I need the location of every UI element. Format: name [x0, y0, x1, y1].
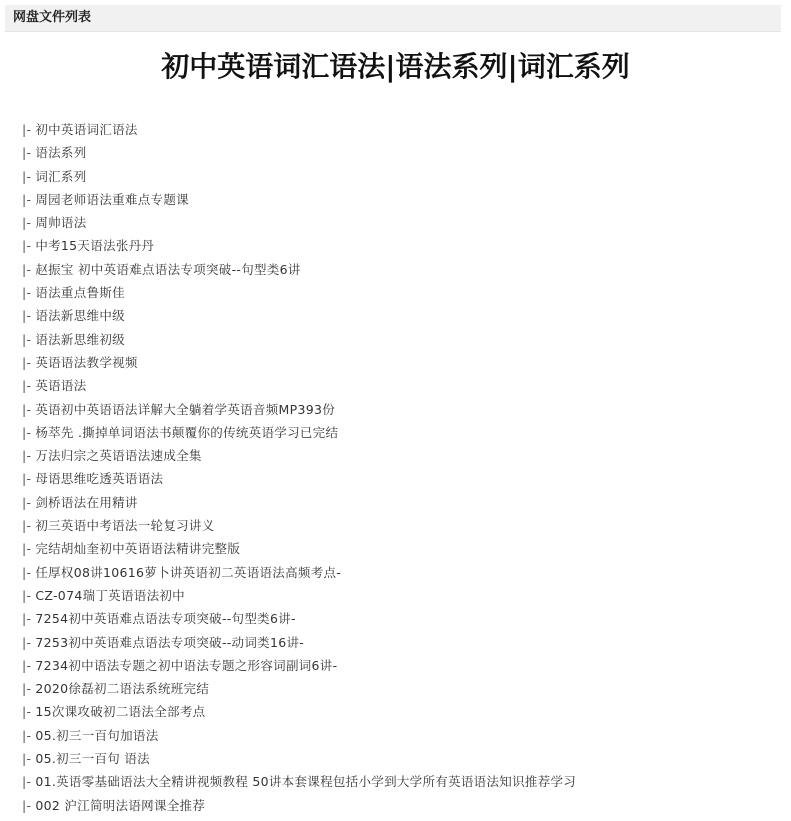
list-item-prefix: |- — [22, 191, 32, 207]
list-item-label: 周园老师语法重难点专题课 — [35, 191, 189, 207]
list-item[interactable] — [22, 444, 576, 467]
list-item[interactable] — [22, 398, 576, 421]
list-item-label: 任厚权08讲10616萝卜讲英语初二英语语法高频考点- — [35, 564, 342, 580]
list-item[interactable] — [22, 514, 576, 537]
list-item[interactable] — [22, 537, 576, 560]
list-item[interactable] — [22, 188, 576, 211]
list-item-prefix: |- — [22, 424, 32, 440]
list-item[interactable] — [22, 351, 576, 374]
list-item-prefix: |- — [22, 494, 32, 510]
list-item-label: 15次课攻破初二语法全部考点 — [35, 704, 206, 720]
list-item-prefix: |- — [22, 727, 32, 743]
header-title: 网盘文件列表 — [13, 10, 92, 25]
list-item[interactable] — [22, 700, 576, 723]
list-item-prefix: |- — [22, 611, 32, 627]
list-item-prefix: |- — [22, 448, 32, 464]
list-item-prefix: |- — [22, 122, 32, 137]
list-item-label: 英语语法教学视频 — [35, 354, 138, 370]
list-item[interactable] — [22, 491, 576, 514]
list-item-prefix: |- — [22, 145, 32, 161]
list-item[interactable] — [22, 724, 576, 747]
list-item-prefix: |- — [22, 751, 32, 767]
list-item-label: 002 沪江简明法语网课全推荐 — [35, 797, 206, 813]
list-item-prefix: |- — [22, 261, 32, 277]
list-item-prefix: |- — [22, 704, 32, 720]
list-item-label: 语法重点鲁斯佳 — [35, 285, 125, 301]
list-item-prefix: |- — [22, 215, 32, 231]
list-item[interactable] — [22, 677, 576, 700]
list-item-prefix: |- — [22, 657, 32, 673]
list-item-prefix: |- — [22, 238, 32, 254]
list-item-prefix: |- — [22, 285, 32, 301]
list-item-label: 2020徐磊初二语法系统班完结 — [35, 681, 210, 697]
list-item[interactable] — [22, 328, 576, 351]
list-item-prefix: |- — [22, 331, 32, 347]
list-item-prefix: |- — [22, 471, 32, 487]
list-item-label: 05.初三一百句 语法 — [35, 751, 150, 767]
list-item-label: 7254初中英语难点语法专项突破--句型类6讲- — [35, 611, 296, 627]
list-item[interactable] — [22, 607, 576, 630]
list-item[interactable] — [22, 794, 576, 817]
list-item-label: 周帅语法 — [35, 215, 87, 231]
list-item-label: 完结胡灿奎初中英语语法精讲完整版 — [35, 541, 241, 557]
list-item-label: CZ-074瑞丁英语语法初中 — [35, 587, 185, 603]
list-item-prefix: |- — [22, 168, 32, 184]
list-item[interactable] — [22, 561, 576, 584]
list-item[interactable] — [22, 234, 576, 257]
list-item-prefix: |- — [22, 797, 32, 813]
list-item-label: 初中英语词汇语法 — [35, 122, 138, 137]
list-item-prefix: |- — [22, 378, 32, 394]
list-item-label: 05.初三一百句加语法 — [35, 727, 159, 743]
list-item-label: 7253初中英语难点语法专项突破--动词类16讲- — [35, 634, 305, 650]
list-item-prefix: |- — [22, 401, 32, 417]
list-item[interactable] — [22, 118, 576, 141]
list-item-prefix: |- — [22, 681, 32, 697]
file-list — [22, 118, 576, 817]
list-item[interactable] — [22, 374, 576, 397]
list-item[interactable] — [22, 584, 576, 607]
list-item[interactable] — [22, 211, 576, 234]
list-item-label: 初三英语中考语法一轮复习讲义 — [35, 518, 215, 534]
list-item-label: 英语初中英语语法详解大全躺着学英语音频MP393份 — [35, 401, 336, 417]
list-item-label: 赵振宝 初中英语难点语法专项突破--句型类6讲 — [35, 261, 301, 277]
list-item-label: 杨萃先 .撕掉单词语法书颠覆你的传统英语学习已完结 — [35, 424, 339, 440]
list-item[interactable] — [22, 304, 576, 327]
list-item-prefix: |- — [22, 518, 32, 534]
list-item-label: 01.英语零基础语法大全精讲视频教程 50讲本套课程包括小学到大学所有英语语法知识推荐学习 — [35, 774, 577, 790]
list-item-prefix: |- — [22, 308, 32, 324]
list-item-prefix: |- — [22, 587, 32, 603]
list-item[interactable] — [22, 747, 576, 770]
list-item-prefix: |- — [22, 564, 32, 580]
list-item[interactable] — [22, 258, 576, 281]
list-item[interactable] — [22, 141, 576, 164]
list-item-label: 英语语法 — [35, 378, 87, 394]
header-bar — [5, 5, 781, 32]
list-item-prefix: |- — [22, 354, 32, 370]
list-item-prefix: |- — [22, 634, 32, 650]
list-item-label: 语法新思维中级 — [35, 308, 125, 324]
page-title: 初中英语词汇语法|语法系列|词汇系列 — [161, 50, 630, 83]
list-item[interactable] — [22, 421, 576, 444]
list-item-label: 母语思维吃透英语语法 — [35, 471, 164, 487]
list-item-label: 万法归宗之英语语法速成全集 — [35, 448, 202, 464]
list-item[interactable] — [22, 770, 576, 793]
list-item-label: 剑桥语法在用精讲 — [35, 494, 138, 510]
list-item-label: 语法系列 — [35, 145, 87, 161]
list-item-label: 词汇系列 — [35, 168, 87, 184]
list-item-prefix: |- — [22, 774, 32, 790]
list-item[interactable] — [22, 281, 576, 304]
list-item[interactable] — [22, 467, 576, 490]
list-item-label: 语法新思维初级 — [35, 331, 125, 347]
list-item[interactable] — [22, 631, 576, 654]
list-item-label: 中考15天语法张丹丹 — [35, 238, 155, 254]
list-item-prefix: |- — [22, 541, 32, 557]
list-item[interactable] — [22, 654, 576, 677]
list-item-label: 7234初中语法专题之初中语法专题之形容词副词6讲- — [35, 657, 338, 673]
list-item[interactable] — [22, 165, 576, 188]
